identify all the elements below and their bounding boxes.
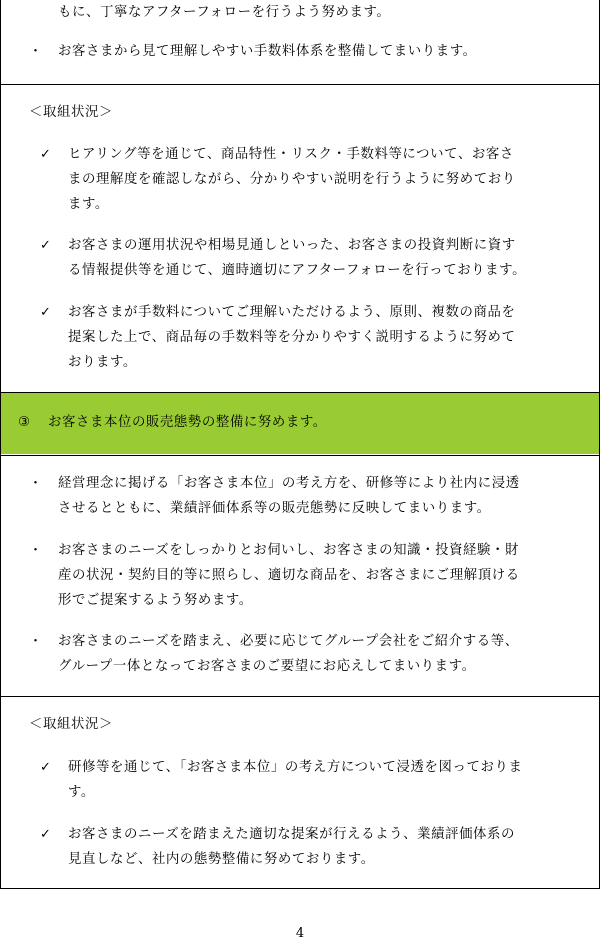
policy-line: 経営理念に掲げる「お客さま本位」の考え方を、研修等により社内に浸透 [58,476,520,491]
check-icon: ✓ [40,827,51,842]
status-label: ＜取組状況＞ [29,717,113,732]
status-line: ヒアリング等を通じて、商品特性・リスク・手数料等について、お客さ [68,147,514,162]
policy-line: させるとともに、業績評価体系等の販売態勢に反映してまいります。 [58,501,491,516]
page-number: 4 [295,926,305,941]
status-label: ＜取組状況＞ [29,105,113,120]
status-line: ます。 [68,197,109,212]
status-line: お客さまが手数料についてご理解いただけるよう、原則、複数の商品を [68,305,516,320]
bullet-mark: ・ [29,634,43,649]
policy-line: お客さまから見て理解しやすい手数料体系を整備してまいります。 [58,44,477,59]
bullet-mark: ・ [29,543,43,558]
status-line: お客さまのニーズを踏まえた適切な提案が行えるよう、業績評価体系の [68,827,516,842]
policy-line: お客さまのニーズを踏まえ、必要に応じてグループ会社をご紹介する等、 [58,634,519,649]
policy-line: 産の状況・契約目的等に照らし、適切な商品を、お客さまにご理解頂ける [58,568,520,583]
status-line: 見直しなど、社内の態勢整備に努めております。 [68,852,375,867]
check-icon: ✓ [40,147,51,162]
check-icon: ✓ [40,305,51,320]
status-line: る情報提供等を通じて、適時適切にアフターフォローを行っております。 [68,263,527,278]
bullet-mark: ・ [29,476,43,491]
policy-line: グループ一体となってお客さまのご要望にお応えしてまいります。 [58,659,476,674]
policy-line: 形でご提案するよう努めます。 [58,593,253,608]
status-line: まの理解度を確認しながら、分かりやすい説明を行うように努めており [68,172,516,187]
policy-line: お客さまのニーズをしっかりとお伺いし、お客さまの知識・投資経験・財 [58,543,520,558]
status-line: お客さまの運用状況や相場見通しといった、お客さまの投資判断に資す [68,238,516,253]
status-line: す。 [68,785,95,800]
section-heading: お客さま本位の販売態勢の整備に努めます。 [48,415,327,430]
section-number: ③ [18,415,31,430]
bullet-mark: ・ [29,44,43,59]
check-icon: ✓ [40,760,51,775]
status-line: 提案した上で、商品毎の手数料等を分かりやすく説明するように努めて [68,330,516,345]
check-icon: ✓ [40,238,51,253]
status-line: おります。 [68,355,137,370]
status-line: 研修等を通じて、「お客さま本位」の考え方について浸透を図っておりま [68,760,523,775]
policy-line: もに、丁寧なアフターフォローを行うよう努めます。 [58,5,391,20]
